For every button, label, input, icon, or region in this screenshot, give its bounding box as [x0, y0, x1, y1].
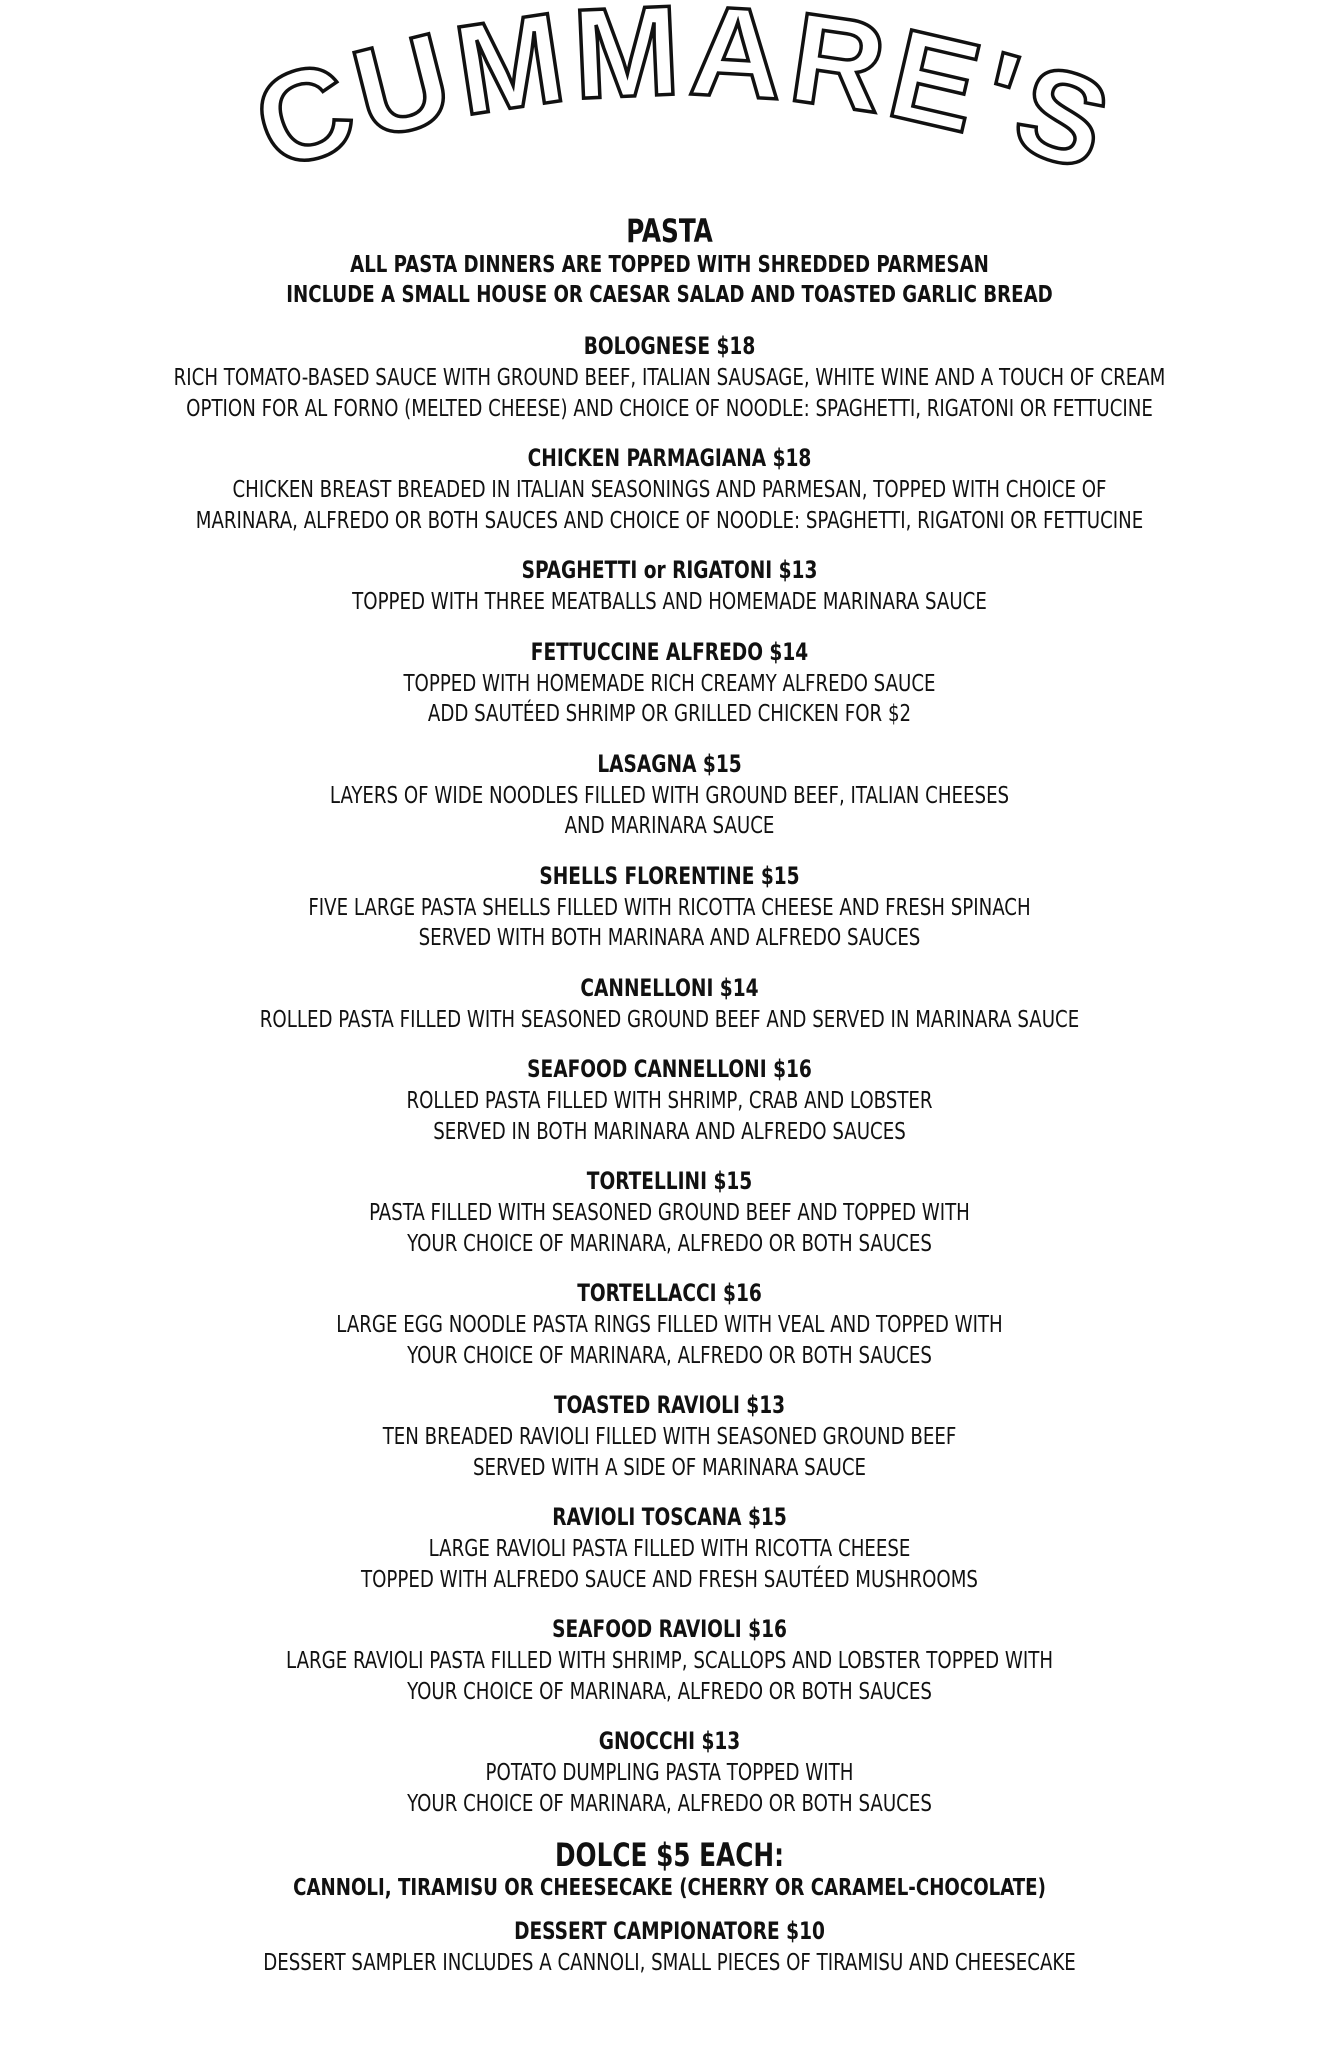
menu-item	[94, 1278, 1246, 1370]
menu-item	[94, 1390, 1246, 1482]
menu-item-name: DESSERT CAMPIONATORE $10	[514, 1917, 825, 1945]
menu-item-description: SERVED WITH BOTH MARINARA AND ALFREDO SAUCES	[418, 923, 921, 951]
menu-item-description: LARGE EGG NOODLE PASTA RINGS FILLED WITH VEAL AND TOPPED WITH	[336, 1310, 1003, 1338]
menu-item-description: ROLLED PASTA FILLED WITH SEASONED GROUND BEEF AND SERVED IN MARINARA SAUCE	[259, 1004, 1080, 1033]
menu-item-description: TEN BREADED RAVIOLI FILLED WITH SEASONED GROUND BEEF	[382, 1422, 957, 1450]
section-notes	[94, 249, 1246, 309]
menu-item-name: TORTELLACCI $16	[577, 1279, 762, 1307]
menu-item-description: YOUR CHOICE OF MARINARA, ALFREDO OR BOTH SAUCES	[407, 1228, 932, 1257]
menu-item	[94, 1166, 1246, 1258]
menu-item-description: ROLLED PASTA FILLED WITH SHRIMP, CRAB AND LOBSTER	[406, 1086, 933, 1114]
menu-item-name: SEAFOOD RAVIOLI $16	[552, 1615, 787, 1643]
menu-item-description: LARGE RAVIOLI PASTA FILLED WITH SHRIMP, SCALLOPS AND LOBSTER TOPPED WITH	[285, 1646, 1054, 1674]
menu-item	[94, 1502, 1246, 1594]
menu-item-name: TORTELLINI $15	[586, 1167, 753, 1195]
menu-item-description: TOPPED WITH HOMEMADE RICH CREAMY ALFREDO SAUCE	[403, 668, 936, 697]
menu-item-description: CHICKEN BREAST BREADED IN ITALIAN SEASONINGS AND PARMESAN, TOPPED WITH CHOICE OF	[232, 475, 1107, 503]
menu-item-name: SPAGHETTI or RIGATONI $13	[521, 556, 818, 584]
menu-item-name: RAVIOLI TOSCANA $15	[552, 1503, 787, 1531]
menu-item-description: MARINARA, ALFREDO OR BOTH SAUCES AND CHOICE OF NOODLE: SPAGHETTI, RIGATONI OR FETTUCINE	[195, 505, 1144, 534]
menu-item-description: YOUR CHOICE OF MARINARA, ALFREDO OR BOTH SAUCES	[407, 1676, 932, 1705]
dolce-options: CANNOLI, TIRAMISU OR CHEESECAKE (CHERRY OR CARAMEL-CHOCOLATE)	[293, 1873, 1046, 1901]
menu-item-description: YOUR CHOICE OF MARINARA, ALFREDO OR BOTH SAUCES	[407, 1340, 932, 1369]
menu-item-description: TOPPED WITH THREE MEATBALLS AND HOMEMADE MARINARA SAUCE	[352, 587, 987, 615]
menu-item	[94, 973, 1246, 1035]
menu-item	[94, 443, 1246, 535]
menu-item	[94, 1054, 1246, 1146]
menu-item-name: GNOCCHI $13	[598, 1727, 741, 1755]
menu-item-description: ADD SAUTÉED SHRIMP OR GRILLED CHICKEN FOR $2	[427, 699, 912, 727]
menu-item-description: SERVED WITH A SIDE OF MARINARA SAUCE	[472, 1452, 867, 1481]
menu-item-name: TOASTED RAVIOLI $13	[553, 1391, 786, 1419]
menu-item	[94, 749, 1246, 841]
section-note: INCLUDE A SMALL HOUSE OR CAESAR SALAD AND TOASTED GARLIC BREAD	[286, 280, 1053, 308]
menu-item-description: AND MARINARA SAUCE	[564, 811, 775, 839]
logo-wordmark: CUMMARE'S	[237, 0, 1132, 201]
menu-item-description: LAYERS OF WIDE NOODLES FILLED WITH GROUND BEEF, ITALIAN CHEESES	[329, 780, 1010, 809]
menu-item-description: POTATO DUMPLING PASTA TOPPED WITH	[485, 1758, 854, 1786]
menu-item-list	[94, 331, 1246, 1818]
menu-item	[94, 331, 1246, 423]
menu-item	[94, 1614, 1246, 1706]
menu-item-description: PASTA FILLED WITH SEASONED GROUND BEEF AND TOPPED WITH	[369, 1198, 970, 1226]
dolce-title: DOLCE $5 EACH:	[554, 1836, 785, 1874]
menu-item-description: RICH TOMATO-BASED SAUCE WITH GROUND BEEF, ITALIAN SAUSAGE, WHITE WINE AND A TOUCH OF CREAM	[173, 363, 1166, 391]
menu-item	[94, 861, 1246, 953]
menu-item-name: CHICKEN PARMAGIANA $18	[527, 444, 812, 472]
menu-item-name: FETTUCCINE ALFREDO $14	[530, 637, 809, 666]
menu-item-description: LARGE RAVIOLI PASTA FILLED WITH RICOTTA CHEESE	[428, 1534, 911, 1562]
menu-item-description: OPTION FOR AL FORNO (MELTED CHEESE) AND CHOICE OF NOODLE: SPAGHETTI, RIGATONI OR FETTUCINE	[186, 393, 1153, 422]
menu-body	[94, 213, 1246, 1998]
section-note: ALL PASTA DINNERS ARE TOPPED WITH SHREDDED PARMESAN	[350, 250, 989, 278]
dolce-section	[94, 1838, 1246, 1978]
menu-item-name: SEAFOOD CANNELLONI $16	[527, 1055, 812, 1083]
section-title: PASTA	[626, 212, 713, 250]
menu-item	[94, 555, 1246, 617]
menu-item	[94, 1916, 1246, 1978]
menu-item-name: BOLOGNESE $18	[583, 332, 756, 360]
menu-item-description: DESSERT SAMPLER INCLUDES A CANNOLI, SMALL PIECES OF TIRAMISU AND CHEESECAKE	[263, 1948, 1076, 1976]
menu-item-name: LASAGNA $15	[597, 749, 742, 778]
menu-item-description: SERVED IN BOTH MARINARA AND ALFREDO SAUCES	[433, 1116, 906, 1145]
menu-item	[94, 1726, 1246, 1818]
menu-item-description: TOPPED WITH ALFREDO SAUCE AND FRESH SAUTÉED MUSHROOMS	[361, 1564, 978, 1593]
menu-item	[94, 637, 1246, 729]
menu-item-name: CANNELLONI $14	[580, 973, 759, 1002]
menu-item-name: SHELLS FLORENTINE $15	[539, 861, 800, 890]
restaurant-logo	[0, 0, 1339, 240]
menu-item-description: YOUR CHOICE OF MARINARA, ALFREDO OR BOTH SAUCES	[407, 1788, 932, 1817]
menu-item-description: FIVE LARGE PASTA SHELLS FILLED WITH RICOTTA CHEESE AND FRESH SPINACH	[308, 892, 1031, 921]
